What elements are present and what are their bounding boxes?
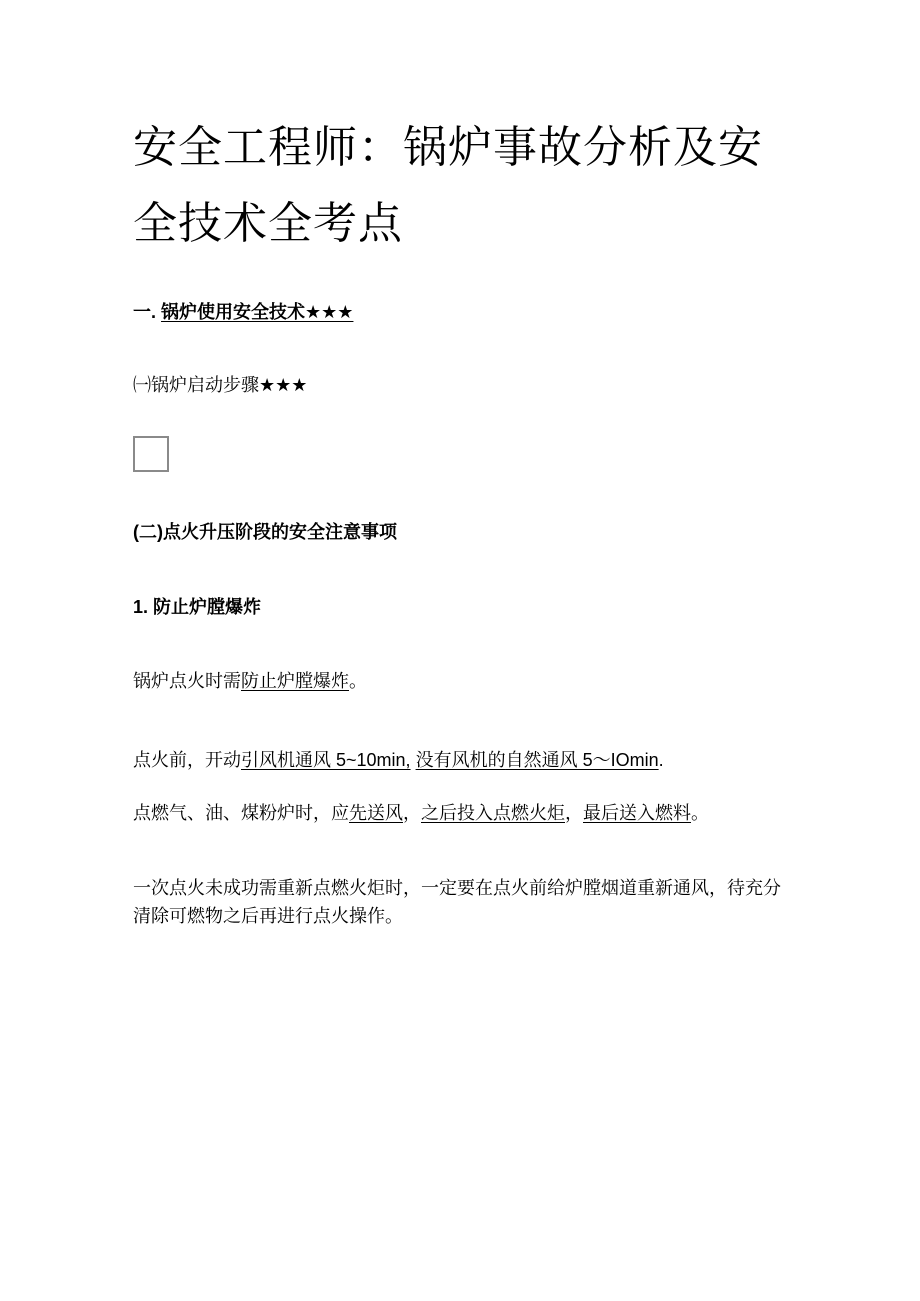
paragraph-2-text-2: 没有风机的 bbox=[415, 750, 506, 770]
item-heading-1: 1. 防止炉膛爆炸 bbox=[133, 597, 262, 617]
paragraph-3-keypoint-3: 最后送入燃料 bbox=[583, 803, 691, 823]
paragraph-3-keypoint-1: 先送风 bbox=[349, 803, 403, 823]
subsection-heading-2: (二)点火升压阶段的安全注意事项 bbox=[133, 522, 397, 542]
paragraph-2-end: . bbox=[658, 750, 664, 770]
paragraph-2 bbox=[133, 747, 664, 773]
paragraph-1-text: 锅炉点火时需 bbox=[133, 671, 241, 691]
paragraph-2-text: 点火前，开动 bbox=[133, 750, 241, 770]
paragraph-3-text: 点燃气、油、煤粉炉时，应 bbox=[133, 803, 349, 823]
section-number: 一. bbox=[133, 302, 157, 322]
paragraph-3-sep-2: ， bbox=[565, 803, 583, 823]
page-title: 安全工程师：锅炉事故分析及安全技术全考点 bbox=[133, 122, 763, 249]
paragraph-3-end: 。 bbox=[691, 803, 709, 823]
paragraph-3-sep-1: ， bbox=[403, 803, 421, 823]
paragraph-4: 一次点火未成功需重新点燃火炬时，一定要在点火前给炉膛烟道重新通风，待充分清除可燃物之后再进行点火操作。 bbox=[133, 878, 781, 926]
paragraph-2-keypoint-1: 引风机通风 5~10min, bbox=[241, 750, 411, 770]
section-heading-1 bbox=[133, 299, 353, 325]
image-placeholder bbox=[133, 436, 169, 472]
paragraph-1 bbox=[133, 668, 367, 694]
paragraph-3 bbox=[133, 800, 709, 826]
section-heading-text: 锅炉使用安全技术★★★ bbox=[161, 302, 354, 322]
subsection-heading-1: ㈠锅炉启动步骤★★★ bbox=[133, 375, 308, 395]
paragraph-3-keypoint-2: 之后投入点燃火炬 bbox=[421, 803, 565, 823]
paragraph-1-keypoint: 防止炉膛爆炸 bbox=[241, 671, 349, 691]
paragraph-1-end: 。 bbox=[349, 671, 367, 691]
paragraph-2-keypoint-2: 自然通风 5～IOmin bbox=[505, 750, 659, 770]
